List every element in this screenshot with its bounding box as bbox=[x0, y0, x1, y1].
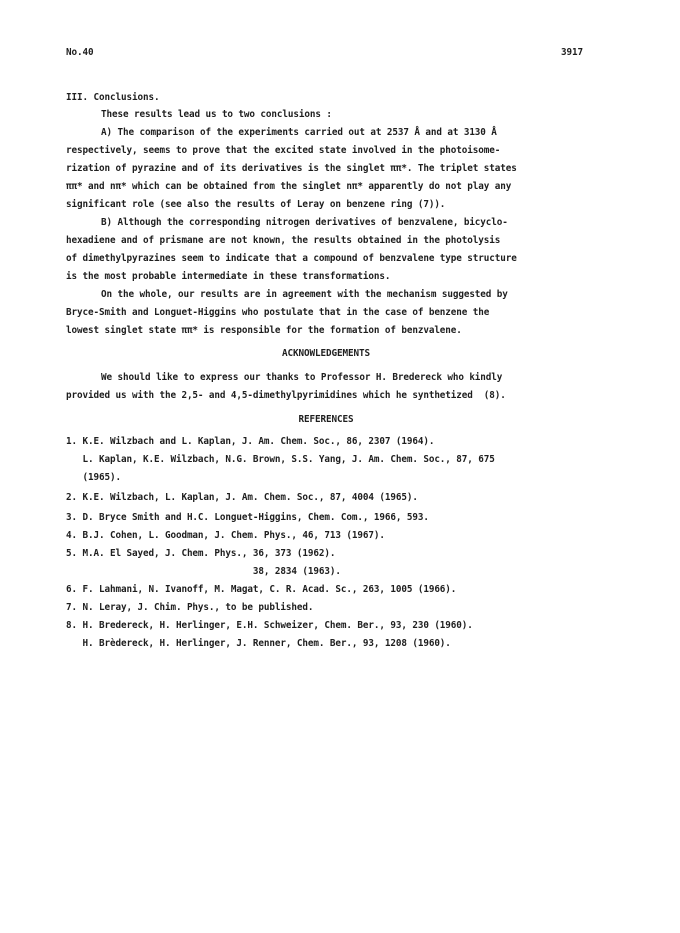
body-line: A) The comparison of the experiments carried out at 2537 Å and at 3130 Å bbox=[101, 127, 497, 138]
reference-item: 4. B.J. Cohen, L. Goodman, J. Chem. Phys., 46, 713 (1967). bbox=[66, 530, 385, 541]
references-heading: REFERENCES bbox=[298, 414, 354, 425]
body-line: On the whole, our results are in agreement with the mechanism suggested by bbox=[101, 289, 508, 300]
section-title: III. Conclusions. bbox=[66, 92, 160, 103]
body-line: ππ* and nπ* which can be obtained from the singlet nπ* apparently do not play any bbox=[66, 181, 512, 192]
body-line: respectively, seems to prove that the excited state involved in the photoisome- bbox=[66, 145, 501, 156]
acknowledgements-heading: ACKNOWLEDGEMENTS bbox=[282, 348, 370, 359]
body-line: Bryce-Smith and Longuet-Higgins who postulate that in the case of benzene the bbox=[66, 307, 490, 318]
body-line: of dimethylpyrazines seem to indicate that a compound of benzvalene type structure bbox=[66, 253, 517, 264]
acknowledgement-line: provided us with the 2,5- and 4,5-dimethylpyrimidines which he synthetized (8). bbox=[66, 390, 506, 401]
body-line: significant role (see also the results of Leray on benzene ring (7)). bbox=[66, 199, 446, 210]
reference-item: 3. D. Bryce Smith and H.C. Longuet-Higgins, Chem. Com., 1966, 593. bbox=[66, 512, 429, 523]
reference-item: 38, 2834 (1963). bbox=[66, 566, 341, 577]
reference-item: 7. N. Leray, J. Chim. Phys., to be published. bbox=[66, 602, 314, 613]
reference-item: 5. M.A. El Sayed, J. Chem. Phys., 36, 373 (1962). bbox=[66, 548, 336, 559]
body-line: These results lead us to two conclusions : bbox=[101, 109, 332, 120]
body-line: rization of pyrazine and of its derivatives is the singlet ππ*. The triplet states bbox=[66, 163, 517, 174]
page-number: 3917 bbox=[561, 47, 583, 58]
reference-item: L. Kaplan, K.E. Wilzbach, N.G. Brown, S.S. Yang, J. Am. Chem. Soc., 87, 675 bbox=[66, 454, 495, 465]
reference-item: 8. H. Bredereck, H. Herlinger, E.H. Schweizer, Chem. Ber., 93, 230 (1960). bbox=[66, 620, 473, 631]
acknowledgement-line: We should like to express our thanks to Professor H. Bredereck who kindly bbox=[101, 372, 503, 383]
reference-item: H. Brèdereck, H. Herlinger, J. Renner, Chem. Ber., 93, 1208 (1960). bbox=[66, 638, 451, 649]
journal-number: No.40 bbox=[66, 47, 94, 58]
reference-item: 2. K.E. Wilzbach, L. Kaplan, J. Am. Chem. Soc., 87, 4004 (1965). bbox=[66, 492, 418, 503]
reference-item: (1965). bbox=[66, 472, 121, 483]
reference-item: 6. F. Lahmani, N. Ivanoff, M. Magat, C. R. Acad. Sc., 263, 1005 (1966). bbox=[66, 584, 457, 595]
reference-item: 1. K.E. Wilzbach and L. Kaplan, J. Am. Chem. Soc., 86, 2307 (1964). bbox=[66, 436, 435, 447]
body-line: hexadiene and of prismane are not known, the results obtained in the photolysis bbox=[66, 235, 501, 246]
body-line: B) Although the corresponding nitrogen derivatives of benzvalene, bicyclo- bbox=[101, 217, 508, 228]
body-line: is the most probable intermediate in these transformations. bbox=[66, 271, 391, 282]
body-line: lowest singlet state ππ* is responsible for the formation of benzvalene. bbox=[66, 325, 462, 336]
